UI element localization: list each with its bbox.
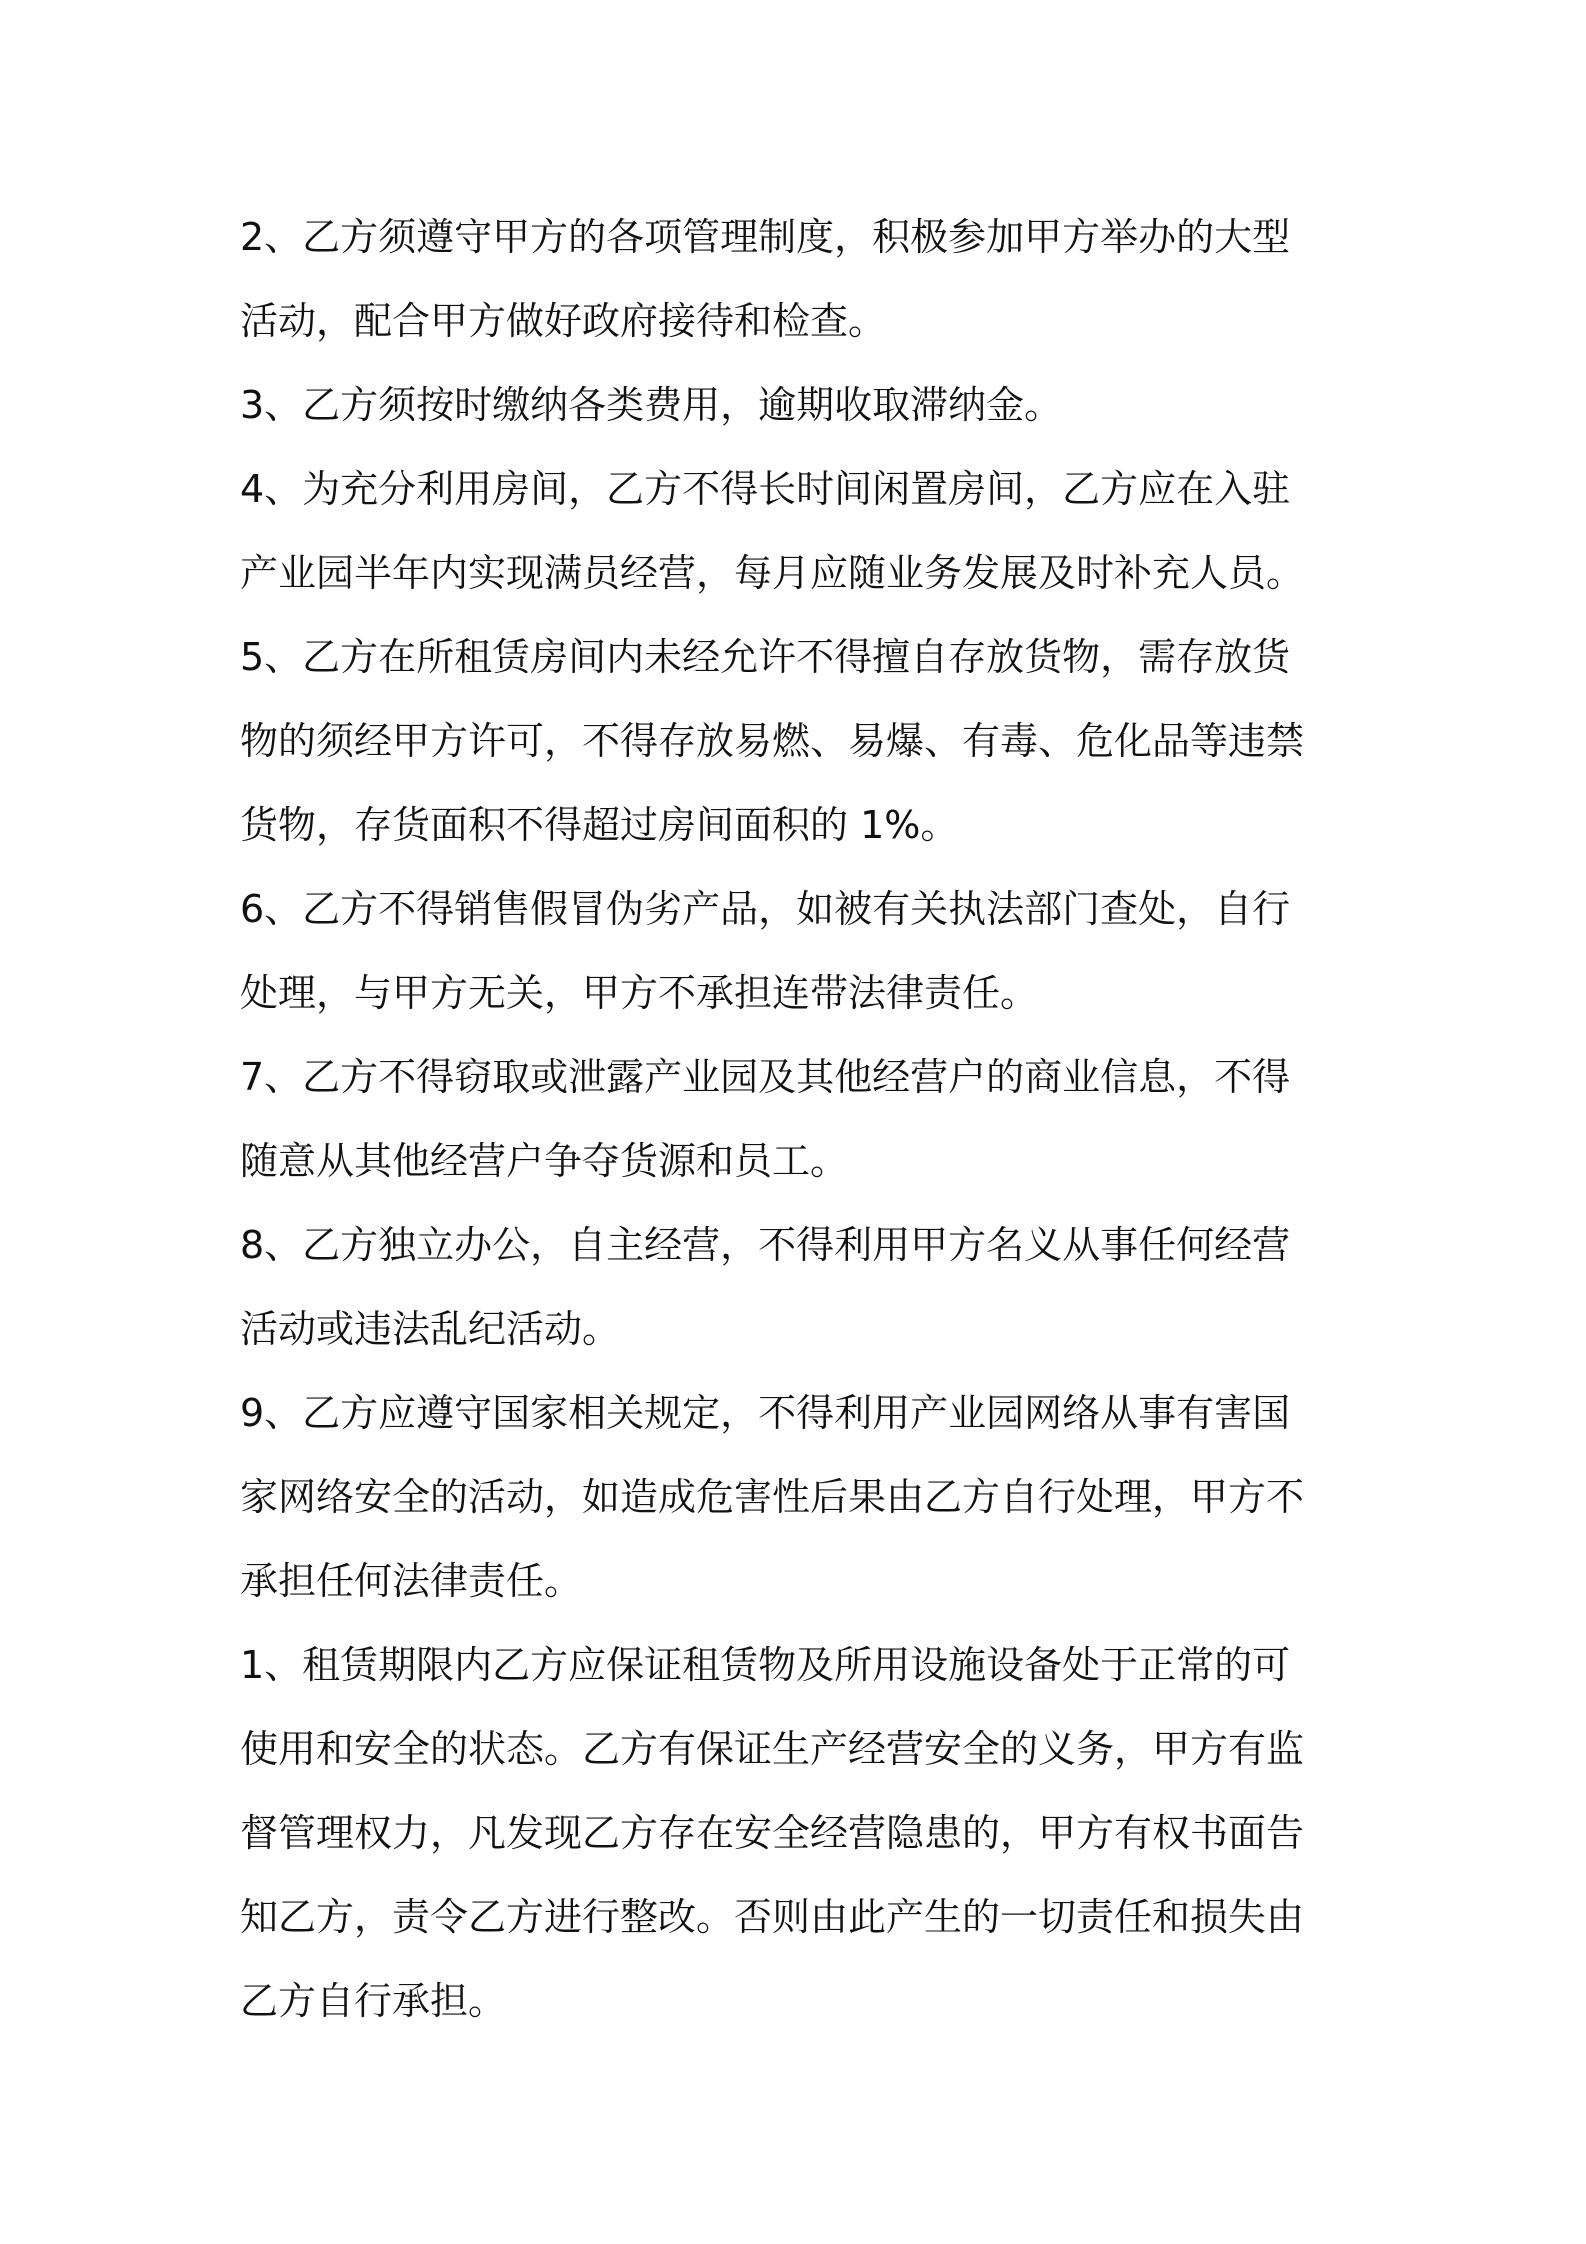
clause-line: 承担任何法律责任。 bbox=[240, 1559, 583, 1603]
clause-7 bbox=[240, 1035, 1360, 1203]
clause-line: 5、乙方在所租赁房间内未经允许不得擅自存放货物，需存放货 bbox=[240, 635, 1291, 679]
clause-line: 督管理权力，凡发现乙方存在安全经营隐患的，甲方有权书面告 bbox=[240, 1811, 1305, 1855]
clause-4 bbox=[240, 447, 1360, 615]
clause-line: 1、租赁期限内乙方应保证租赁物及所用设施设备处于正常的可 bbox=[240, 1643, 1291, 1687]
clause-line: 8、乙方独立办公，自主经营，不得利用甲方名义从事任何经营 bbox=[240, 1223, 1291, 1267]
clause-2 bbox=[240, 195, 1360, 363]
clause-3 bbox=[240, 363, 1360, 447]
clause-line: 活动，配合甲方做好政府接待和检查。 bbox=[240, 299, 887, 343]
clause-line: 2、乙方须遵守甲方的各项管理制度，积极参加甲方举办的大型 bbox=[240, 215, 1291, 259]
clause-line: 9、乙方应遵守国家相关规定，不得利用产业园网络从事有害国 bbox=[240, 1391, 1291, 1435]
clause-line: 知乙方，责令乙方进行整改。否则由此产生的一切责任和损失由 bbox=[240, 1895, 1305, 1939]
clause-line: 处理，与甲方无关，甲方不承担连带法律责任。 bbox=[240, 971, 1039, 1015]
clause-line: 物的须经甲方许可，不得存放易燃、易爆、有毒、危化品等违禁 bbox=[240, 719, 1305, 763]
clause-line: 产业园半年内实现满员经营，每月应随业务发展及时补充人员。 bbox=[240, 551, 1305, 595]
clause-line: 家网络安全的活动，如造成危害性后果由乙方自行处理，甲方不 bbox=[240, 1475, 1305, 1519]
clause-line: 3、乙方须按时缴纳各类费用，逾期收取滞纳金。 bbox=[240, 383, 1063, 427]
clause-line: 货物，存货面积不得超过房间面积的 1%。 bbox=[240, 803, 959, 847]
clause-line: 使用和安全的状态。乙方有保证生产经营安全的义务，甲方有监 bbox=[240, 1727, 1305, 1771]
clause-line: 乙方自行承担。 bbox=[240, 1979, 507, 2023]
clause-line: 活动或违法乱纪活动。 bbox=[240, 1307, 621, 1351]
clause-5 bbox=[240, 615, 1360, 867]
clause-8 bbox=[240, 1203, 1360, 1371]
clause-1-safety bbox=[240, 1623, 1360, 2043]
document-body bbox=[240, 195, 1360, 2043]
clause-line: 6、乙方不得销售假冒伪劣产品，如被有关执法部门查处，自行 bbox=[240, 887, 1291, 931]
clause-9 bbox=[240, 1371, 1360, 1623]
clause-line: 7、乙方不得窃取或泄露产业园及其他经营户的商业信息，不得 bbox=[240, 1055, 1291, 1099]
clause-line: 4、为充分利用房间，乙方不得长时间闲置房间，乙方应在入驻 bbox=[240, 467, 1291, 511]
clause-line: 随意从其他经营户争夺货源和员工。 bbox=[240, 1139, 849, 1183]
clause-6 bbox=[240, 867, 1360, 1035]
